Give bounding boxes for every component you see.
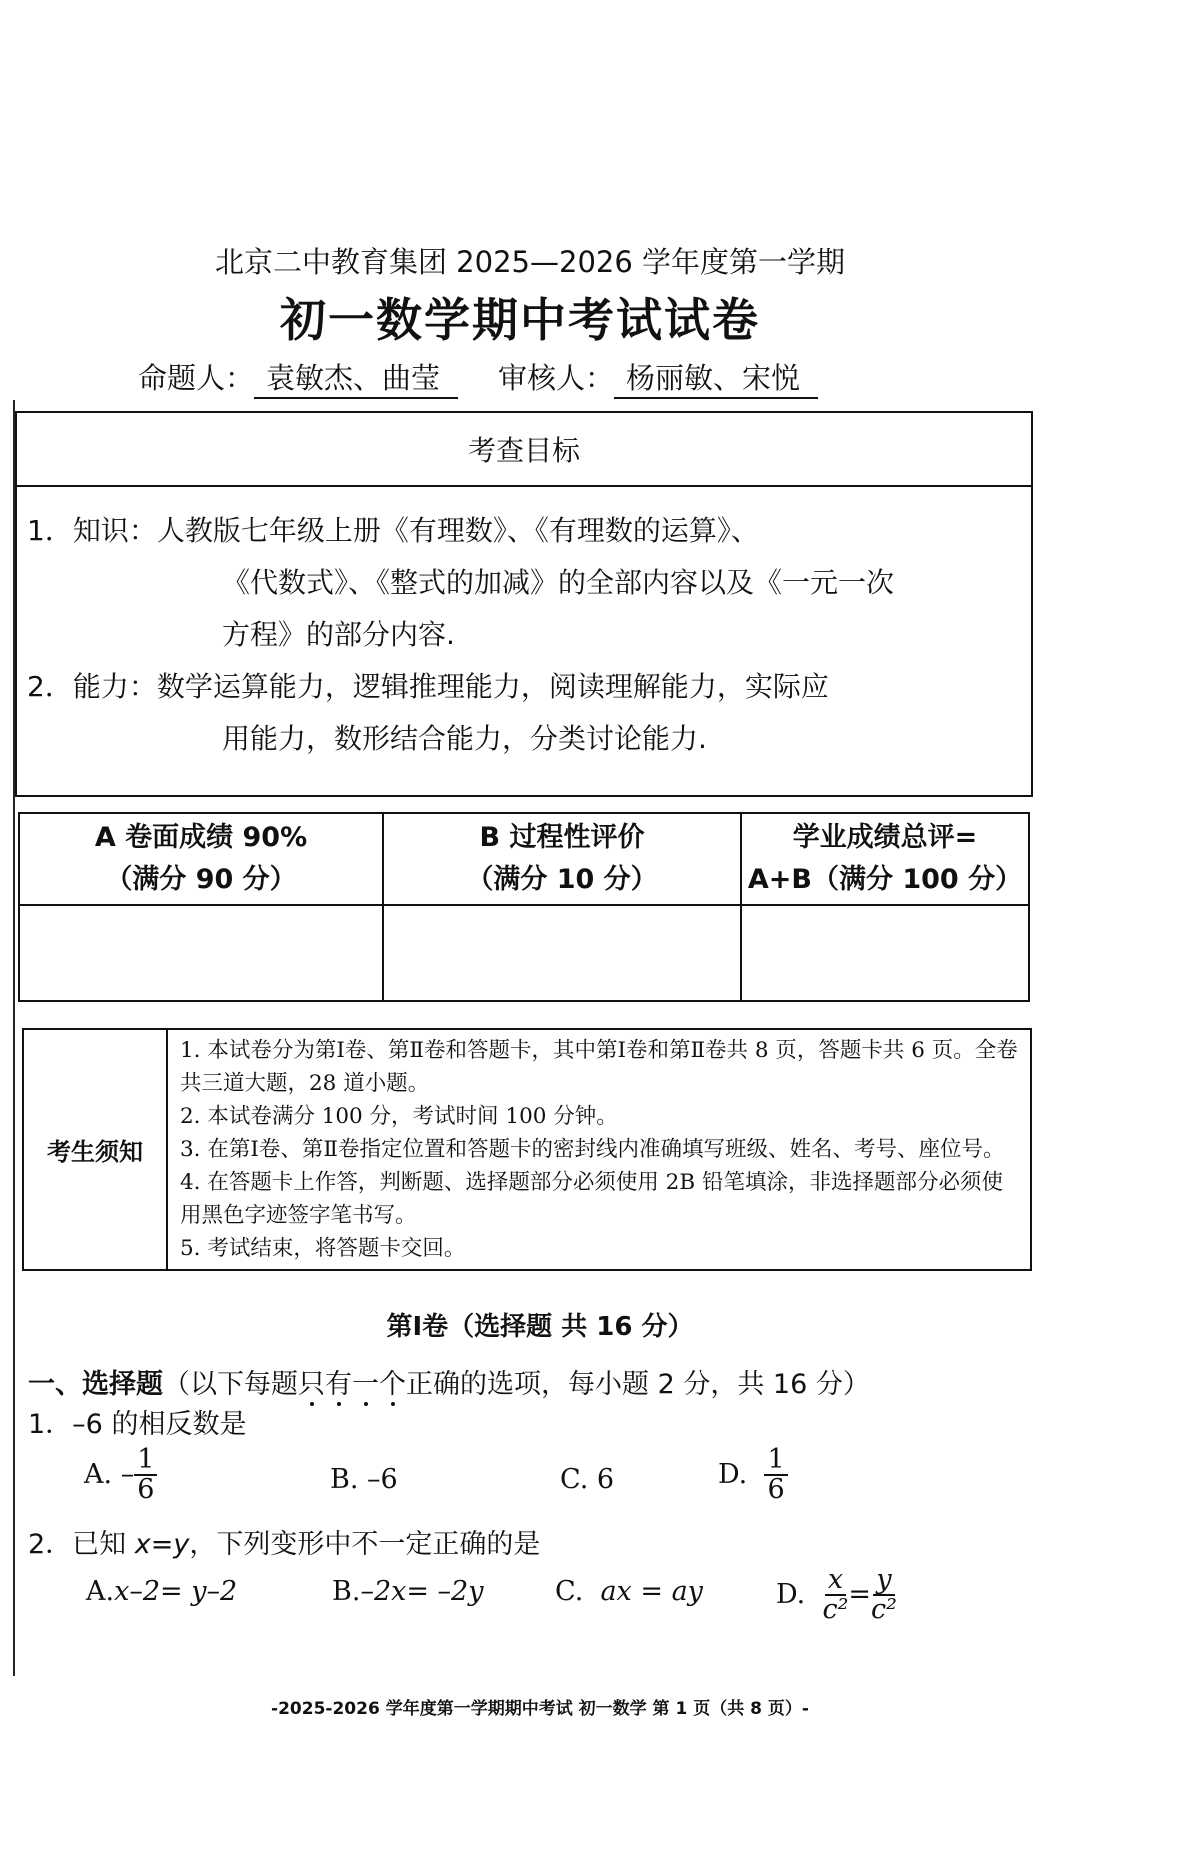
objective-ability-line-1: 2．能力：数学运算能力，逻辑推理能力，阅读理解能力，实际应 xyxy=(27,670,829,703)
notice-item: 4. 在答题卡上作答，判断题、选择题部分必须使用 2B 铅笔填涂，非选择题部分必须使用黑色字迹签字笔书写。 xyxy=(180,1170,1003,1228)
q1-option-a[interactable]: A. – $\frac{1}{6}$ xyxy=(84,1446,157,1505)
emphasis-char: 个 xyxy=(379,1369,406,1400)
q1-option-b[interactable]: B. –6 xyxy=(330,1464,398,1495)
emphasis-char: 有 xyxy=(325,1369,352,1400)
fraction: $\frac{y}{\text{c²}}$ xyxy=(871,1564,897,1626)
objective-ability-line-2: 用能力，数形结合能力，分类讨论能力. xyxy=(222,722,707,755)
score-table xyxy=(18,812,1030,1002)
objectives-title: 考查目标 xyxy=(16,412,1032,486)
q2-option-a[interactable]: A.x–2= y–2 xyxy=(86,1576,238,1607)
notice-item: 3. 在第Ⅰ卷、第Ⅱ卷指定位置和答题卡的密封线内准确填写班级、姓名、考号、座位号。 xyxy=(180,1137,1005,1162)
objectives-table xyxy=(15,411,1033,797)
question-2-stem: 2．已知 x=y，下列变形中不一定正确的是 xyxy=(28,1529,541,1560)
exam-title: 初一数学期中考试试卷 xyxy=(280,293,760,347)
reviewer-names: 杨丽敏、宋悦 xyxy=(614,356,818,399)
objective-knowledge-line-3: 方程》的部分内容. xyxy=(222,618,455,651)
section-label: 一、选择题 xyxy=(28,1369,163,1400)
fraction: $\frac{x}{\text{c²}}$ xyxy=(822,1564,849,1626)
emphasis-char: 只 xyxy=(298,1369,325,1400)
section-heading: 一、选择题（以下每题只有一个正确的选项，每小题 2 分，共 16 分） xyxy=(28,1369,870,1400)
reviewer-label: 审核人： xyxy=(498,361,615,395)
candidate-notice-table xyxy=(22,1028,1032,1271)
fraction: $\frac{1}{6}$ xyxy=(134,1446,157,1505)
notice-item: 1. 本试卷分为第Ⅰ卷、第Ⅱ卷和答题卡，其中第Ⅰ卷和第Ⅱ卷共 8 页，答题卡共 6 页。全卷共三道大题，28 道小题。 xyxy=(180,1038,1018,1096)
score-cell-total[interactable] xyxy=(741,905,1029,1001)
part-one-title: 第Ⅰ卷（选择题 共 16 分） xyxy=(386,1312,694,1342)
page-footer: -2025-2026 学年度第一学期期中考试 初一数学 第 1 页（共 8 页）- xyxy=(271,1699,809,1719)
score-cell-b[interactable] xyxy=(383,905,741,1001)
objectives-body xyxy=(16,486,1032,796)
score-header-total: 学业成绩总评= A+B（满分 100 分） xyxy=(741,813,1029,905)
score-cell-a[interactable] xyxy=(19,905,383,1001)
score-header-a: A 卷面成绩 90% （满分 90 分） xyxy=(19,813,383,905)
fraction: $\frac{1}{6}$ xyxy=(764,1446,787,1505)
score-header-b: B 过程性评价 （满分 10 分） xyxy=(383,813,741,905)
setter-names: 袁敏杰、曲莹 xyxy=(254,356,458,399)
objective-knowledge-line-1: 1．知识：人教版七年级上册《有理数》、《有理数的运算》、 xyxy=(27,514,759,547)
school-term-line: 北京二中教育集团 2025—2026 学年度第一学期 xyxy=(214,245,846,279)
q2-option-c[interactable]: C. ax = ay xyxy=(555,1576,703,1607)
q1-option-d[interactable]: D. $\frac{1}{6}$ xyxy=(718,1446,788,1505)
notice-item: 5. 考试结束，将答题卡交回。 xyxy=(180,1236,466,1261)
setter-label: 命题人： xyxy=(138,361,255,395)
q2-option-b[interactable]: B.–2x= –2y xyxy=(332,1576,484,1607)
authors-line xyxy=(138,356,858,399)
notice-item: 2. 本试卷满分 100 分，考试时间 100 分钟。 xyxy=(180,1104,618,1129)
notice-items xyxy=(167,1029,1031,1270)
question-1-stem: 1．–6 的相反数是 xyxy=(28,1409,247,1440)
q1-option-c[interactable]: C. 6 xyxy=(560,1464,615,1495)
notice-label: 考生须知 xyxy=(23,1029,167,1270)
objective-knowledge-line-2: 《代数式》、《整式的加减》的全部内容以及《一元一次 xyxy=(222,566,895,599)
q2-option-d[interactable]: D. $\frac{x}{\text{c²}}$ = $\frac{y}{\text{c²}}$ xyxy=(776,1564,897,1626)
emphasis-char: 一 xyxy=(352,1369,379,1400)
